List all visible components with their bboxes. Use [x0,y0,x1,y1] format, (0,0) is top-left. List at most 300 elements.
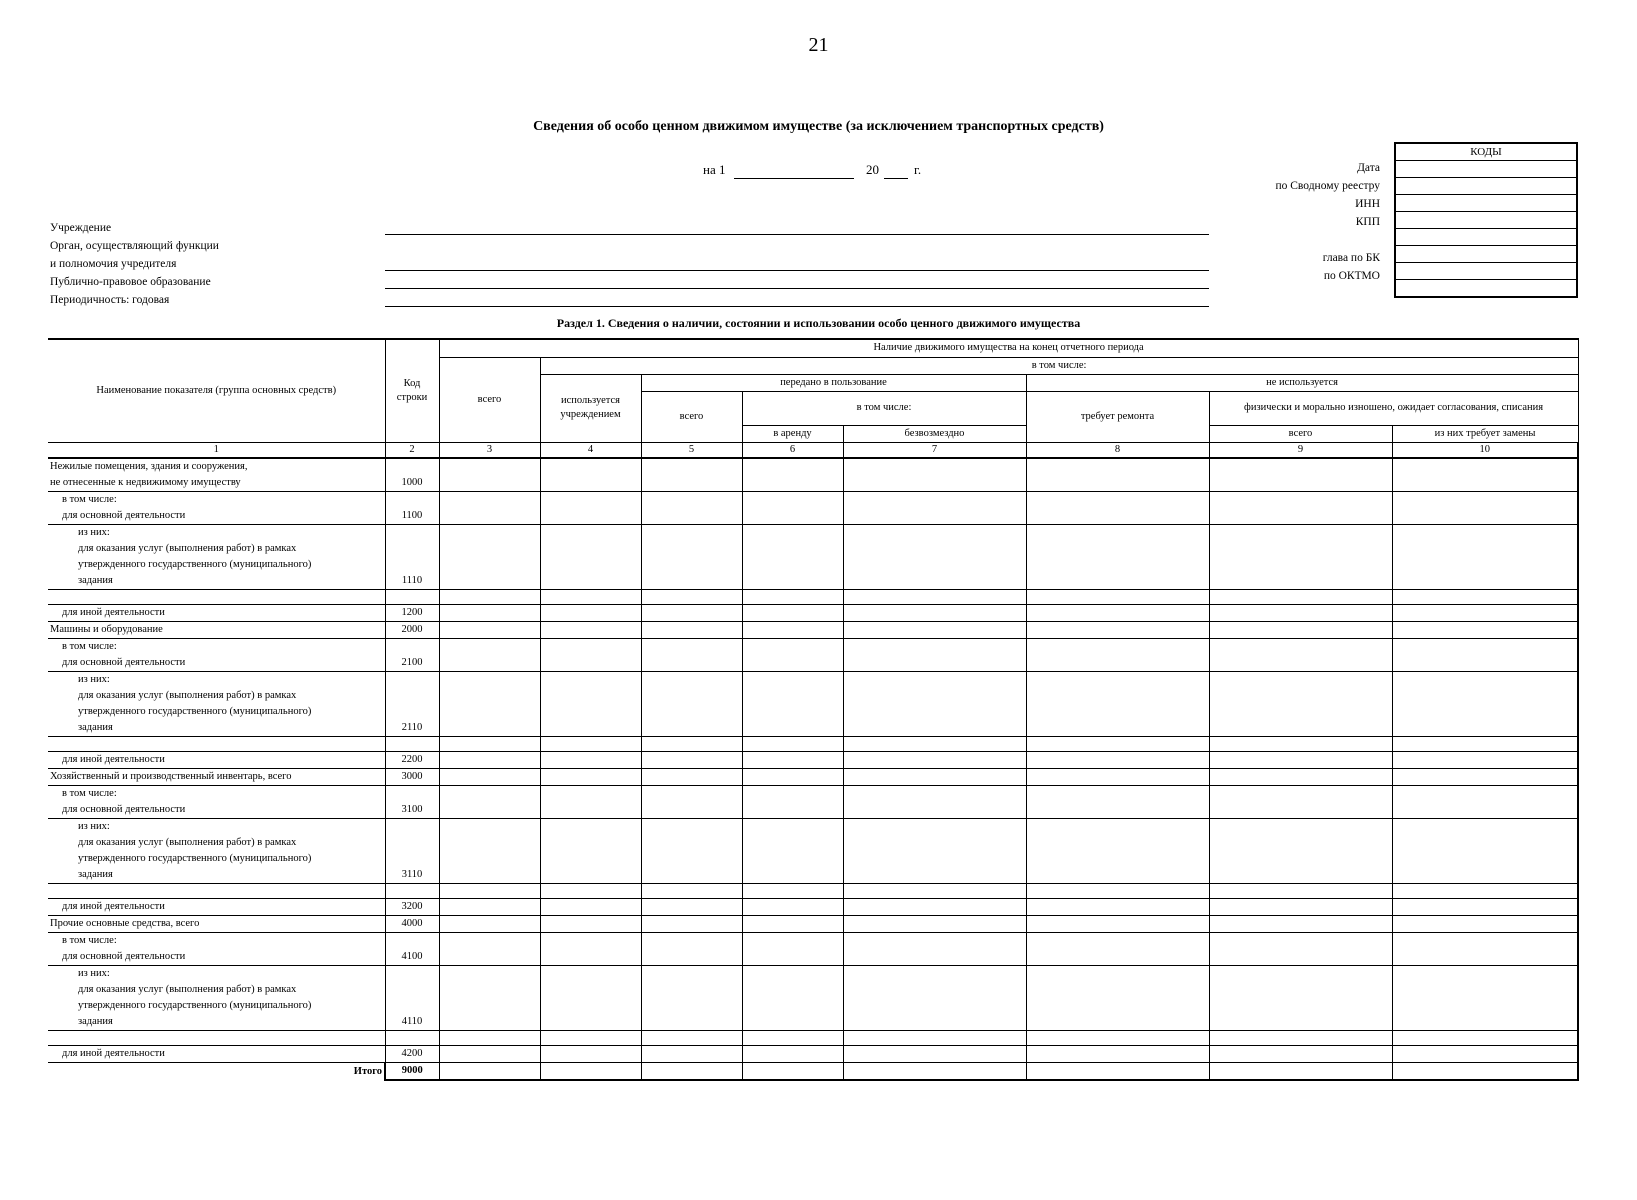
row-name-1100 [48,491,385,524]
row-label-1110-3: утвержденного государственного (муниципального) [78,558,312,570]
row-code-1100: 1100 [385,491,439,524]
table-body [48,458,1578,1080]
header-worn: физически и морально изношено, ожидает согласования, списания [1209,391,1578,425]
year-suffix: г. [914,162,922,177]
table-row [48,965,1578,1030]
row-label-1000-2: не отнесенные к недвижимому имуществу [50,476,241,488]
row-code-2110: 2110 [385,671,439,736]
label-inn: ИНН [1355,198,1380,210]
row-label-2110-2: для оказания услуг (выполнения работ) в рамках [78,689,297,701]
cell-spacer-2110-col6[interactable] [742,736,843,751]
codes-box [1394,142,1578,298]
spacer-code-3110 [385,883,439,898]
cell-1200-col10[interactable] [1392,604,1578,621]
codes-header: КОДЫ [1395,143,1577,161]
cell-2000-col9[interactable] [1209,621,1392,638]
cell-2200-col6[interactable] [742,751,843,768]
header-free: безвозмездно [843,425,1026,442]
table-row [48,604,1578,621]
cell-3000-col4[interactable] [540,768,641,785]
table-row [48,785,1578,818]
row-name-1000 [48,458,385,492]
header-code: Код строки [385,339,439,442]
spacer-code-2110 [385,736,439,751]
cell-3200-col8[interactable] [1026,898,1209,915]
row-label-1100-1: в том числе: [62,493,117,505]
row-label-2110-4: задания [78,721,113,733]
row-code-1200: 1200 [385,604,439,621]
cell-spacer-3110-col6[interactable] [742,883,843,898]
cell-9000-col10[interactable] [1392,1062,1578,1080]
cell-4000-col7[interactable] [843,915,1026,932]
table-row [48,915,1578,932]
cell-2200-col8[interactable] [1026,751,1209,768]
cell-2000-col8[interactable] [1026,621,1209,638]
label-registry: по Сводному реестру [1275,180,1380,192]
table-row-total [48,1062,1578,1080]
row-code-4100: 4100 [385,932,439,965]
cell-3110-col3[interactable] [439,818,540,883]
cell-1200-col8[interactable] [1026,604,1209,621]
row-label-1110-2: для оказания услуг (выполнения работ) в рамках [78,542,297,554]
header-worn-replace: из них требует замены [1392,425,1578,442]
cell-3100-col7[interactable] [843,785,1026,818]
row-label-3110-3: утвержденного государственного (муниципального) [78,852,312,864]
cell-1000-col8[interactable] [1026,458,1209,492]
cell-2100-col8[interactable] [1026,638,1209,671]
cell-4100-col9[interactable] [1209,932,1392,965]
row-name-3000 [48,768,385,785]
cell-spacer-4110-col10[interactable] [1392,1030,1578,1045]
row-name-1200 [48,604,385,621]
row-label-1200-1: для иной деятельности [62,606,165,618]
row-name-3110 [48,818,385,883]
cell-1000-col6[interactable] [742,458,843,492]
code-bk-cell[interactable] [1395,246,1577,263]
row-label-2100-1: в том числе: [62,640,117,652]
cell-3200-col9[interactable] [1209,898,1392,915]
row-label-3110-4: задания [78,868,113,880]
row-name-2100 [48,638,385,671]
cell-spacer-2110-col10[interactable] [1392,736,1578,751]
code-inn-cell[interactable] [1395,195,1577,212]
cell-4100-col8[interactable] [1026,932,1209,965]
cell-spacer-1110-col3[interactable] [439,589,540,604]
cell-2100-col10[interactable] [1392,638,1578,671]
cell-4110-col7[interactable] [843,965,1026,1030]
row-label-3000-1: Хозяйственный и производственный инвентарь, всего [50,770,292,782]
code-registry-cell[interactable] [1395,178,1577,195]
cell-3000-col8[interactable] [1026,768,1209,785]
row-label-1100-2: для основной деятельности [62,509,186,521]
row-code-1110: 1110 [385,524,439,589]
table-row [48,638,1578,671]
cell-2200-col10[interactable] [1392,751,1578,768]
organ-line[interactable] [385,270,1209,271]
spacer-name-3110 [48,883,385,898]
cell-spacer-3110-col4[interactable] [540,883,641,898]
cell-4100-col5[interactable] [641,932,742,965]
cell-spacer-2110-col8[interactable] [1026,736,1209,751]
cell-3200-col5[interactable] [641,898,742,915]
cell-9000-col8[interactable] [1026,1062,1209,1080]
header-name: Наименование показателя (группа основных средств) [48,339,385,442]
cell-spacer-2110-col4[interactable] [540,736,641,751]
cell-1100-col3[interactable] [439,491,540,524]
header-total: всего [439,357,540,442]
cell-4110-col3[interactable] [439,965,540,1030]
cell-spacer-2110-col3[interactable] [439,736,540,751]
row-label-4110-2: для оказания услуг (выполнения работ) в рамках [78,983,297,995]
header-lease: в аренду [742,425,843,442]
cell-2200-col7[interactable] [843,751,1026,768]
row-code-3110: 3110 [385,818,439,883]
row-label-4110-3: утвержденного государственного (муниципального) [78,999,312,1011]
row-label-3100-1: в том числе: [62,787,117,799]
cell-spacer-4110-col3[interactable] [439,1030,540,1045]
cell-2000-col7[interactable] [843,621,1026,638]
row-name-4000 [48,915,385,932]
cell-2110-col7[interactable] [843,671,1026,736]
cell-9000-col3[interactable] [439,1062,540,1080]
header-transferred-total: всего [641,391,742,442]
label-oktmo: по ОКТМО [1323,270,1380,282]
cell-9000-col5[interactable] [641,1062,742,1080]
label-bk: глава по БК [1322,252,1380,264]
page-number: 21 [808,34,829,56]
cell-2000-col4[interactable] [540,621,641,638]
row-label-4000-1: Прочие основные средства, всего [50,917,200,929]
cell-spacer-4110-col8[interactable] [1026,1030,1209,1045]
cell-3100-col10[interactable] [1392,785,1578,818]
cell-2000-col5[interactable] [641,621,742,638]
cell-4110-col6[interactable] [742,965,843,1030]
cell-3200-col10[interactable] [1392,898,1578,915]
cell-1200-col9[interactable] [1209,604,1392,621]
table-row [48,671,1578,736]
cell-3100-col6[interactable] [742,785,843,818]
cell-2110-col8[interactable] [1026,671,1209,736]
cell-2110-col6[interactable] [742,671,843,736]
row-code-2100: 2100 [385,638,439,671]
cell-spacer-2110-col5[interactable] [641,736,742,751]
periodicity-line[interactable] [385,306,1209,307]
cell-spacer-4110-col6[interactable] [742,1030,843,1045]
cell-1100-col6[interactable] [742,491,843,524]
cell-1200-col6[interactable] [742,604,843,621]
institution-line[interactable] [385,234,1209,235]
cell-2100-col9[interactable] [1209,638,1392,671]
cell-1100-col4[interactable] [540,491,641,524]
cell-9000-col9[interactable] [1209,1062,1392,1080]
table-row-spacer [48,883,1578,898]
cell-spacer-1110-col6[interactable] [742,589,843,604]
cell-3000-col10[interactable] [1392,768,1578,785]
cell-4100-col4[interactable] [540,932,641,965]
cell-3110-col4[interactable] [540,818,641,883]
cell-2000-col3[interactable] [439,621,540,638]
row-label-1000-1: Нежилые помещения, здания и сооружения, [50,460,248,472]
cell-spacer-1110-col10[interactable] [1392,589,1578,604]
cell-1200-col7[interactable] [843,604,1026,621]
cell-1100-col5[interactable] [641,491,742,524]
table-row [48,751,1578,768]
cell-2100-col7[interactable] [843,638,1026,671]
cell-spacer-4110-col5[interactable] [641,1030,742,1045]
col-num-5: 5 [641,442,742,458]
cell-3110-col10[interactable] [1392,818,1578,883]
cell-3100-col5[interactable] [641,785,742,818]
row-code-4110: 4110 [385,965,439,1030]
cell-1200-col5[interactable] [641,604,742,621]
cell-1000-col4[interactable] [540,458,641,492]
cell-3000-col5[interactable] [641,768,742,785]
row-label-2110-3: утвержденного государственного (муниципального) [78,705,312,717]
cell-1110-col7[interactable] [843,524,1026,589]
cell-1110-col5[interactable] [641,524,742,589]
label-periodicity: Периодичность: годовая [50,294,170,306]
cell-2100-col3[interactable] [439,638,540,671]
row-label-4200-1: для иной деятельности [62,1047,165,1059]
row-name-2110 [48,671,385,736]
cell-1000-col7[interactable] [843,458,1026,492]
cell-spacer-3110-col8[interactable] [1026,883,1209,898]
cell-3000-col7[interactable] [843,768,1026,785]
row-label-1110-4: задания [78,574,113,586]
header-transferred: передано в пользование [641,374,1026,391]
cell-4110-col5[interactable] [641,965,742,1030]
table-row [48,458,1578,492]
label-organ-1: Орган, осуществляющий функции [50,240,219,252]
cell-spacer-3110-col5[interactable] [641,883,742,898]
cell-spacer-1110-col9[interactable] [1209,589,1392,604]
row-name-4200 [48,1045,385,1062]
code-kpp-cell[interactable] [1395,212,1577,229]
cell-4200-col6[interactable] [742,1045,843,1062]
cell-3000-col6[interactable] [742,768,843,785]
header-availability: Наличие движимого имущества на конец отчетного периода [439,339,1578,357]
cell-4110-col8[interactable] [1026,965,1209,1030]
cell-spacer-2110-col7[interactable] [843,736,1026,751]
cell-2200-col9[interactable] [1209,751,1392,768]
table-row [48,818,1578,883]
cell-1110-col10[interactable] [1392,524,1578,589]
row-name-9000: Итого [353,1065,382,1077]
cell-3110-col6[interactable] [742,818,843,883]
row-label-4100-1: в том числе: [62,934,117,946]
cell-4200-col10[interactable] [1392,1045,1578,1062]
cell-4110-col10[interactable] [1392,965,1578,1030]
assets-table [48,338,1579,1081]
cell-4200-col7[interactable] [843,1045,1026,1062]
cell-3110-col5[interactable] [641,818,742,883]
cell-2110-col9[interactable] [1209,671,1392,736]
cell-2200-col5[interactable] [641,751,742,768]
cell-1200-col4[interactable] [540,604,641,621]
cell-2100-col4[interactable] [540,638,641,671]
spacer-name-1110 [48,589,385,604]
cell-4110-col9[interactable] [1209,965,1392,1030]
cell-2200-col3[interactable] [439,751,540,768]
cell-4200-col8[interactable] [1026,1045,1209,1062]
cell-9000-col6[interactable] [742,1062,843,1080]
cell-3000-col9[interactable] [1209,768,1392,785]
row-label-4110-1: из них: [78,967,110,979]
cell-2000-col6[interactable] [742,621,843,638]
cell-4200-col9[interactable] [1209,1045,1392,1062]
table-row [48,898,1578,915]
cell-3100-col4[interactable] [540,785,641,818]
cell-4000-col3[interactable] [439,915,540,932]
row-label-2000-1: Машины и оборудование [50,623,163,635]
cell-4100-col7[interactable] [843,932,1026,965]
cell-4000-col8[interactable] [1026,915,1209,932]
row-name-2200 [48,751,385,768]
row-code-4200: 4200 [385,1045,439,1062]
cell-4110-col4[interactable] [540,965,641,1030]
cell-spacer-3110-col7[interactable] [843,883,1026,898]
cell-1200-col3[interactable] [439,604,540,621]
col-num-4: 4 [540,442,641,458]
cell-3200-col7[interactable] [843,898,1026,915]
spacer-code-1110 [385,589,439,604]
col-num-3: 3 [439,442,540,458]
cell-2110-col10[interactable] [1392,671,1578,736]
cell-4000-col10[interactable] [1392,915,1578,932]
header-worn-total: всего [1209,425,1392,442]
header-transferred-including: в том числе: [742,391,1026,425]
cell-3110-col8[interactable] [1026,818,1209,883]
cell-4100-col6[interactable] [742,932,843,965]
cell-4100-col10[interactable] [1392,932,1578,965]
row-code-4000: 4000 [385,915,439,932]
row-code-3100: 3100 [385,785,439,818]
cell-4100-col3[interactable] [439,932,540,965]
date-blank[interactable] [734,178,854,179]
public-entity-line[interactable] [385,288,1209,289]
cell-1000-col10[interactable] [1392,458,1578,492]
cell-spacer-3110-col10[interactable] [1392,883,1578,898]
cell-1100-col7[interactable] [843,491,1026,524]
cell-3100-col3[interactable] [439,785,540,818]
cell-3110-col7[interactable] [843,818,1026,883]
cell-4200-col3[interactable] [439,1045,540,1062]
table-row [48,621,1578,638]
cell-spacer-4110-col4[interactable] [540,1030,641,1045]
row-label-2100-2: для основной деятельности [62,656,186,668]
cell-1000-col9[interactable] [1209,458,1392,492]
row-code-3000: 3000 [385,768,439,785]
col-num-6: 6 [742,442,843,458]
cell-3000-col3[interactable] [439,768,540,785]
cell-2100-col5[interactable] [641,638,742,671]
code-oktmo-cell[interactable] [1395,263,1577,280]
cell-spacer-4110-col7[interactable] [843,1030,1026,1045]
row-label-4100-2: для основной деятельности [62,950,186,962]
cell-2110-col5[interactable] [641,671,742,736]
cell-3200-col4[interactable] [540,898,641,915]
row-name-4100 [48,932,385,965]
label-date: Дата [1357,162,1380,174]
cell-4000-col5[interactable] [641,915,742,932]
label-organ-2: и полномочия учредителя [50,258,177,270]
cell-spacer-3110-col9[interactable] [1209,883,1392,898]
row-name-3200 [48,898,385,915]
row-code-2000: 2000 [385,621,439,638]
code-empty-cell[interactable] [1395,229,1577,246]
cell-4000-col9[interactable] [1209,915,1392,932]
year-prefix: 20 [866,162,879,177]
cell-1100-col9[interactable] [1209,491,1392,524]
spacer-name-2110 [48,736,385,751]
cell-1000-col3[interactable] [439,458,540,492]
cell-1110-col9[interactable] [1209,524,1392,589]
code-date-cell[interactable] [1395,161,1577,178]
row-label-3110-2: для оказания услуг (выполнения работ) в рамках [78,836,297,848]
cell-4200-col5[interactable] [641,1045,742,1062]
table-row [48,932,1578,965]
cell-spacer-1110-col5[interactable] [641,589,742,604]
cell-3200-col3[interactable] [439,898,540,915]
cell-3200-col6[interactable] [742,898,843,915]
table-row [48,1045,1578,1062]
cell-2100-col6[interactable] [742,638,843,671]
cell-2110-col4[interactable] [540,671,641,736]
cell-4000-col6[interactable] [742,915,843,932]
cell-spacer-1110-col7[interactable] [843,589,1026,604]
col-num-9: 9 [1209,442,1392,458]
code-period-cell[interactable] [1395,280,1577,298]
header-not-used: не используется [1026,374,1578,391]
cell-1000-col5[interactable] [641,458,742,492]
cell-1110-col8[interactable] [1026,524,1209,589]
cell-1100-col10[interactable] [1392,491,1578,524]
col-num-1: 1 [48,442,385,458]
row-code-9000: 9000 [385,1062,439,1080]
cell-9000-col4[interactable] [540,1062,641,1080]
cell-1110-col4[interactable] [540,524,641,589]
label-kpp: КПП [1355,216,1380,228]
cell-1110-col6[interactable] [742,524,843,589]
cell-4200-col4[interactable] [540,1045,641,1062]
cell-spacer-1110-col8[interactable] [1026,589,1209,604]
cell-1100-col8[interactable] [1026,491,1209,524]
year-blank[interactable] [884,178,908,179]
cell-2200-col4[interactable] [540,751,641,768]
row-name-3100 [48,785,385,818]
cell-spacer-2110-col9[interactable] [1209,736,1392,751]
spacer-code-4110 [385,1030,439,1045]
document-title: Сведения об особо ценном движимом имуществе (за исключением транспортных средств) [533,119,1104,134]
cell-4000-col4[interactable] [540,915,641,932]
cell-3100-col9[interactable] [1209,785,1392,818]
cell-2110-col3[interactable] [439,671,540,736]
cell-spacer-1110-col4[interactable] [540,589,641,604]
cell-spacer-3110-col3[interactable] [439,883,540,898]
cell-3110-col9[interactable] [1209,818,1392,883]
cell-spacer-4110-col9[interactable] [1209,1030,1392,1045]
row-label-2200-1: для иной деятельности [62,753,165,765]
cell-3100-col8[interactable] [1026,785,1209,818]
cell-9000-col7[interactable] [843,1062,1026,1080]
table-row-spacer [48,736,1578,751]
header-used-by: используется учреждением [540,374,641,442]
table-row [48,524,1578,589]
cell-1110-col3[interactable] [439,524,540,589]
date-prefix: на 1 [703,162,726,177]
cell-2000-col10[interactable] [1392,621,1578,638]
row-code-3200: 3200 [385,898,439,915]
